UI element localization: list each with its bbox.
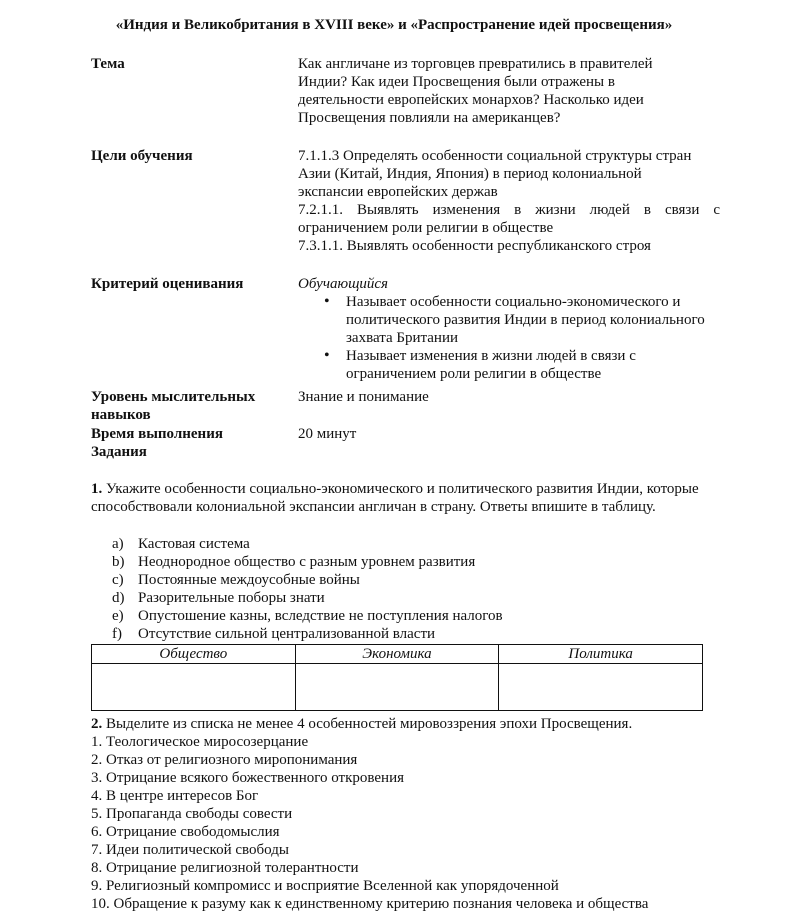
task2-item: 1. Теологическое миросозерцание bbox=[91, 734, 309, 750]
task1-option bbox=[112, 625, 712, 643]
task1-options bbox=[112, 535, 712, 643]
task2-item: 9. Религиозный компромисс и восприятие Вселенной как упорядоченной bbox=[91, 878, 559, 894]
option-text: Кастовая система bbox=[138, 536, 250, 552]
topic-text: Как англичане из торговцев превратились в правителей Индии? Как идеи Просвещения были отражены в деятельности европейских монархов? Насколько идеи Просвещения повлияли на американцев? bbox=[298, 56, 653, 126]
option-marker: f) bbox=[112, 626, 122, 642]
task1-number: 1. bbox=[91, 481, 103, 497]
task1-option bbox=[112, 589, 712, 607]
answer-cell-economy[interactable] bbox=[295, 664, 499, 711]
option-text: Отсутствие сильной централизованной власти bbox=[138, 626, 436, 642]
time-label: Время выполнения Задания bbox=[91, 426, 223, 460]
table-header-society: Общество bbox=[92, 645, 296, 664]
task2-item: 2. Отказ от религиозного миропонимания bbox=[91, 752, 358, 768]
task2-item: 4. В центре интересов Бог bbox=[91, 788, 259, 804]
option-marker: d) bbox=[112, 590, 125, 606]
level-value: Знание и понимание bbox=[298, 389, 429, 405]
task2-list bbox=[91, 733, 731, 913]
table-header-economy: Экономика bbox=[295, 645, 499, 664]
criteria-list bbox=[298, 293, 738, 383]
criteria-intro: Обучающийся bbox=[298, 276, 389, 292]
option-marker: c) bbox=[112, 572, 124, 588]
answer-cell-politics[interactable] bbox=[499, 664, 703, 711]
task1-option bbox=[112, 535, 712, 553]
criteria-block bbox=[298, 275, 738, 383]
option-marker: a) bbox=[112, 536, 124, 552]
answer-cell-society[interactable] bbox=[92, 664, 296, 711]
task1-question bbox=[91, 480, 703, 516]
option-text: Опустошение казны, вследствие не поступления налогов bbox=[138, 608, 503, 624]
goals-label: Цели обучения bbox=[91, 148, 193, 164]
option-text: Неоднородное общество с разным уровнем развития bbox=[138, 554, 476, 570]
option-text: Разорительные поборы знати bbox=[138, 590, 325, 606]
criteria-item: • Называет особенности социально-экономического и политического развития Индии в период колониального захвата Британии bbox=[298, 293, 716, 347]
option-marker: e) bbox=[112, 608, 124, 624]
task2-text: Выделите из списка не менее 4 особенностей мировоззрения эпохи Просвещения. bbox=[106, 716, 633, 732]
task2-item: 8. Отрицание религиозной толерантности bbox=[91, 860, 359, 876]
table-header-politics: Политика bbox=[499, 645, 703, 664]
task1-option bbox=[112, 571, 712, 589]
task2-item: 3. Отрицание всякого божественного откровения bbox=[91, 770, 405, 786]
task2-number: 2. bbox=[91, 716, 103, 732]
topic-label: Тема bbox=[91, 56, 125, 72]
criteria-label: Критерий оценивания bbox=[91, 276, 244, 292]
task1-option bbox=[112, 553, 712, 571]
goal-item: 7.3.1.1. Выявлять особенности республиканского строя bbox=[298, 238, 651, 254]
answer-table bbox=[91, 644, 703, 711]
goals-block bbox=[298, 147, 720, 255]
goal-item: 7.2.1.1. Выявлять изменения в жизни людей в связи с ограничением роли религии в обществе bbox=[298, 202, 720, 236]
level-label: Уровень мыслительных навыков bbox=[91, 389, 256, 423]
option-text: Постоянные междоусобные войны bbox=[138, 572, 360, 588]
task2-question bbox=[91, 715, 771, 733]
task2-item: 6. Отрицание свободомыслия bbox=[91, 824, 280, 840]
goal-item: 7.1.1.3 Определять особенности социальной структуры стран Азии (Китай, Индия, Япония) в период колониальной экспансии европейских держав bbox=[298, 148, 692, 200]
option-marker: b) bbox=[112, 554, 125, 570]
time-value: 20 минут bbox=[298, 426, 357, 442]
task2-item: 7. Идеи политической свободы bbox=[91, 842, 289, 858]
task2-item: 5. Пропаганда свободы совести bbox=[91, 806, 293, 822]
page-title: «Индия и Великобритания в XVIII веке» и «Распространение идей просвещения» bbox=[115, 17, 673, 33]
criteria-item: • Называет изменения в жизни людей в связи с ограничением роли религии в обществе bbox=[298, 347, 686, 383]
task2-item: 10. Обращение к разуму как к единственному критерию познания человека и общества bbox=[91, 896, 649, 912]
task1-option bbox=[112, 607, 712, 625]
task1-text: Укажите особенности социально-экономического и политического развития Индии, которые способствовали колониальной экспансии англичан в страну. Ответы впишите в таблицу. bbox=[91, 481, 699, 515]
